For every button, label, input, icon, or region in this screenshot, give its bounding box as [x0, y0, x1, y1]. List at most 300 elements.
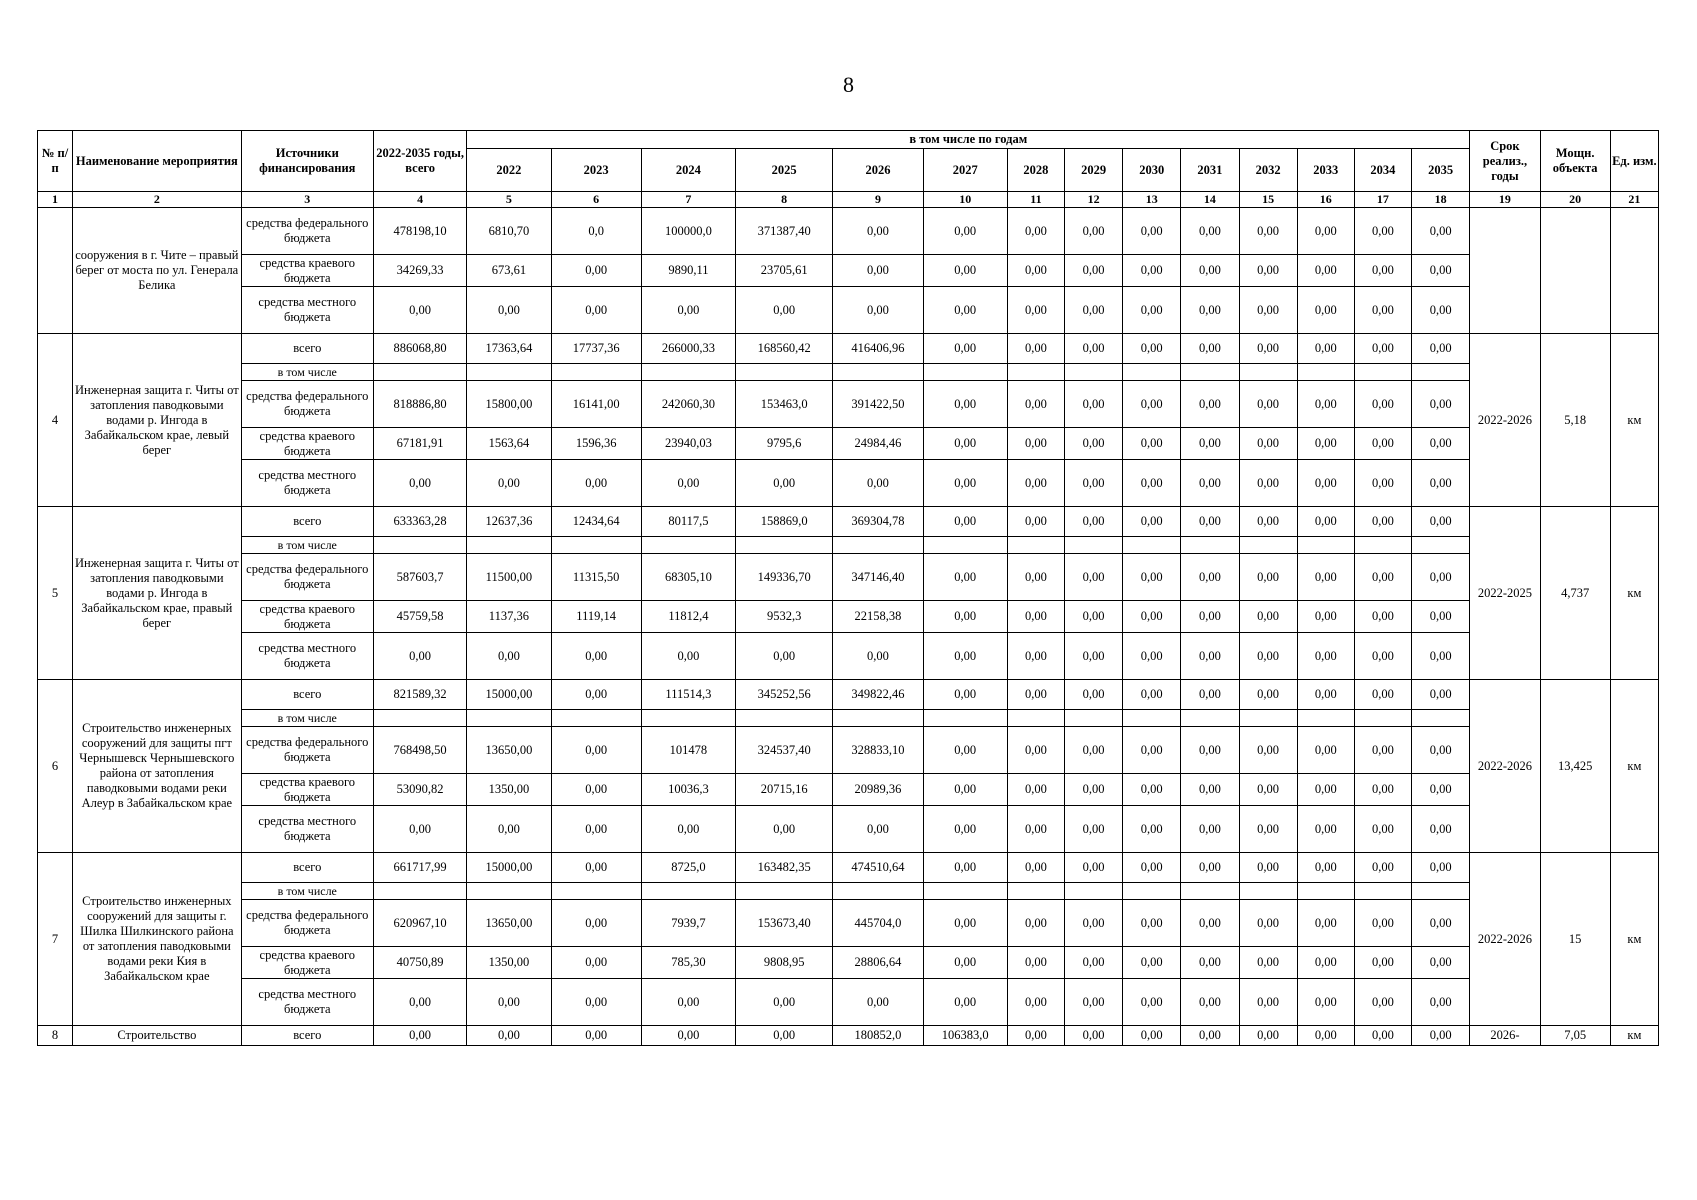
- amount-cell: 0,00: [1007, 680, 1064, 710]
- amount-cell: 768498,50: [373, 727, 466, 774]
- amount-cell: 0,00: [1411, 680, 1469, 710]
- amount-cell: 0,00: [1123, 1026, 1181, 1046]
- amount-cell: 0,00: [1007, 1026, 1064, 1046]
- amount-cell: 1350,00: [467, 774, 551, 806]
- amount-cell: 0,00: [373, 806, 466, 853]
- amount-cell: 0,00: [551, 774, 641, 806]
- amount-cell: [1181, 537, 1239, 554]
- table-row: [38, 255, 1659, 287]
- funding-source: средства местного бюджета: [241, 460, 373, 507]
- amount-cell: [923, 883, 1007, 900]
- amount-cell: 0,00: [1064, 287, 1122, 334]
- amount-cell: 0,00: [1354, 774, 1411, 806]
- amount-cell: 0,00: [1123, 334, 1181, 364]
- amount-cell: [1064, 364, 1122, 381]
- amount-cell: 0,00: [1354, 601, 1411, 633]
- amount-cell: 11315,50: [551, 554, 641, 601]
- amount-cell: 0,00: [1007, 460, 1064, 507]
- header-name: Наименование мероприятия: [73, 131, 242, 192]
- amount-cell: 0,00: [373, 460, 466, 507]
- amount-cell: 0,00: [1007, 900, 1064, 947]
- amount-cell: [467, 883, 551, 900]
- year-header: 2028: [1007, 149, 1064, 192]
- table-row: [38, 381, 1659, 428]
- amount-cell: [923, 364, 1007, 381]
- amount-cell: 0,00: [1239, 853, 1297, 883]
- amount-cell: [373, 710, 466, 727]
- amount-cell: 0,00: [1239, 947, 1297, 979]
- amount-cell: 0,00: [833, 287, 923, 334]
- amount-cell: 0,00: [923, 900, 1007, 947]
- amount-cell: 0,00: [373, 287, 466, 334]
- amount-cell: 0,00: [1297, 900, 1354, 947]
- amount-cell: 0,00: [1354, 979, 1411, 1026]
- amount-cell: 0,00: [1239, 255, 1297, 287]
- amount-cell: 0,00: [1181, 287, 1239, 334]
- column-number: 4: [373, 192, 466, 208]
- amount-cell: 0,00: [551, 680, 641, 710]
- amount-cell: 0,00: [1297, 208, 1354, 255]
- amount-cell: 0,00: [1411, 1026, 1469, 1046]
- amount-cell: 0,00: [1411, 460, 1469, 507]
- amount-cell: [1354, 710, 1411, 727]
- column-number: 8: [736, 192, 833, 208]
- amount-cell: 0,00: [1123, 554, 1181, 601]
- amount-cell: 0,00: [1007, 334, 1064, 364]
- amount-cell: [1297, 537, 1354, 554]
- amount-cell: 0,00: [1181, 1026, 1239, 1046]
- amount-cell: 0,00: [1181, 255, 1239, 287]
- amount-cell: 0,00: [641, 633, 735, 680]
- amount-cell: 0,00: [1239, 208, 1297, 255]
- amount-cell: 0,00: [923, 806, 1007, 853]
- amount-cell: [1064, 883, 1122, 900]
- amount-cell: [1239, 364, 1297, 381]
- amount-cell: 0,00: [1239, 334, 1297, 364]
- amount-cell: 371387,40: [736, 208, 833, 255]
- amount-cell: 0,00: [1064, 554, 1122, 601]
- amount-cell: 0,00: [551, 979, 641, 1026]
- amount-cell: [1411, 710, 1469, 727]
- amount-cell: 0,00: [1354, 381, 1411, 428]
- amount-cell: 0,00: [1354, 428, 1411, 460]
- table-row: [38, 1026, 1659, 1046]
- amount-cell: 0,00: [1181, 460, 1239, 507]
- amount-cell: 0,00: [1181, 633, 1239, 680]
- amount-cell: 158869,0: [736, 507, 833, 537]
- amount-cell: [1007, 537, 1064, 554]
- amount-cell: 0,00: [1181, 979, 1239, 1026]
- amount-cell: 324537,40: [736, 727, 833, 774]
- amount-cell: 0,00: [1007, 633, 1064, 680]
- funding-source: в том числе: [241, 537, 373, 554]
- amount-cell: 0,00: [1297, 727, 1354, 774]
- amount-cell: 0,00: [833, 255, 923, 287]
- amount-cell: 0,00: [467, 806, 551, 853]
- column-number: 10: [923, 192, 1007, 208]
- object-capacity: 15: [1540, 853, 1610, 1026]
- amount-cell: 0,00: [1297, 806, 1354, 853]
- amount-cell: 0,00: [1239, 428, 1297, 460]
- amount-cell: 28806,64: [833, 947, 923, 979]
- amount-cell: 242060,30: [641, 381, 735, 428]
- table-row: [38, 334, 1659, 364]
- unit-of-measure: км: [1610, 1026, 1658, 1046]
- column-number: 17: [1354, 192, 1411, 208]
- amount-cell: [1181, 364, 1239, 381]
- column-number: 16: [1297, 192, 1354, 208]
- amount-cell: 0,00: [1411, 255, 1469, 287]
- amount-cell: 0,00: [1123, 507, 1181, 537]
- column-number: 5: [467, 192, 551, 208]
- amount-cell: 8725,0: [641, 853, 735, 883]
- amount-cell: 0,00: [1354, 853, 1411, 883]
- amount-cell: 0,00: [1064, 853, 1122, 883]
- amount-cell: 24984,46: [833, 428, 923, 460]
- row-number: 7: [38, 853, 73, 1026]
- funding-source: в том числе: [241, 883, 373, 900]
- amount-cell: 0,00: [1239, 774, 1297, 806]
- column-number: 14: [1181, 192, 1239, 208]
- year-header: 2030: [1123, 149, 1181, 192]
- amount-cell: 0,00: [1354, 208, 1411, 255]
- amount-cell: [1354, 364, 1411, 381]
- amount-cell: 0,00: [923, 979, 1007, 1026]
- amount-cell: 0,00: [551, 727, 641, 774]
- year-header: 2032: [1239, 149, 1297, 192]
- amount-cell: [1064, 710, 1122, 727]
- amount-cell: 0,00: [551, 287, 641, 334]
- year-header: 2031: [1181, 149, 1239, 192]
- amount-cell: 0,00: [1123, 428, 1181, 460]
- amount-cell: [1123, 364, 1181, 381]
- amount-cell: 0,00: [736, 979, 833, 1026]
- table-row: [38, 460, 1659, 507]
- amount-cell: 0,00: [1297, 460, 1354, 507]
- amount-cell: [1297, 883, 1354, 900]
- amount-cell: 0,00: [1007, 601, 1064, 633]
- amount-cell: 0,00: [923, 727, 1007, 774]
- amount-cell: 10036,3: [641, 774, 735, 806]
- amount-cell: 0,00: [1411, 601, 1469, 633]
- amount-cell: 0,00: [551, 853, 641, 883]
- amount-cell: 0,00: [1123, 806, 1181, 853]
- funding-source: средства местного бюджета: [241, 287, 373, 334]
- column-number: 2: [73, 192, 242, 208]
- amount-cell: 0,00: [1411, 554, 1469, 601]
- amount-cell: [1297, 364, 1354, 381]
- amount-cell: 0,00: [467, 460, 551, 507]
- amount-cell: 0,00: [1123, 255, 1181, 287]
- amount-cell: 345252,56: [736, 680, 833, 710]
- year-header: 2024: [641, 149, 735, 192]
- amount-cell: 886068,80: [373, 334, 466, 364]
- amount-cell: 16141,00: [551, 381, 641, 428]
- amount-cell: 818886,80: [373, 381, 466, 428]
- header-by-years: в том числе по годам: [467, 131, 1470, 149]
- unit-of-measure: км: [1610, 680, 1658, 853]
- funding-source: всего: [241, 680, 373, 710]
- amount-cell: 0,00: [1123, 853, 1181, 883]
- amount-cell: 0,00: [373, 633, 466, 680]
- amount-cell: [833, 364, 923, 381]
- amount-cell: 0,00: [1064, 947, 1122, 979]
- row-number: 5: [38, 507, 73, 680]
- amount-cell: 0,00: [467, 287, 551, 334]
- amount-cell: 0,00: [923, 255, 1007, 287]
- amount-cell: 0,00: [1354, 900, 1411, 947]
- amount-cell: 0,00: [1123, 680, 1181, 710]
- amount-cell: [1007, 364, 1064, 381]
- amount-cell: 0,00: [833, 460, 923, 507]
- amount-cell: 6810,70: [467, 208, 551, 255]
- table-row: [38, 208, 1659, 255]
- amount-cell: 0,00: [1064, 381, 1122, 428]
- funding-source: в том числе: [241, 710, 373, 727]
- year-header: 2029: [1064, 149, 1122, 192]
- amount-cell: 0,00: [1064, 727, 1122, 774]
- amount-cell: 0,00: [1123, 287, 1181, 334]
- unit-of-measure: км: [1610, 507, 1658, 680]
- amount-cell: [923, 537, 1007, 554]
- amount-cell: 0,00: [551, 806, 641, 853]
- amount-cell: 0,00: [833, 806, 923, 853]
- header-num: № п/ п: [38, 131, 73, 192]
- amount-cell: 266000,33: [641, 334, 735, 364]
- amount-cell: 0,00: [551, 460, 641, 507]
- amount-cell: 180852,0: [833, 1026, 923, 1046]
- amount-cell: 478198,10: [373, 208, 466, 255]
- amount-cell: 0,00: [373, 979, 466, 1026]
- amount-cell: 0,00: [1411, 900, 1469, 947]
- amount-cell: 0,00: [1239, 601, 1297, 633]
- amount-cell: [1354, 883, 1411, 900]
- funding-source: средства краевого бюджета: [241, 255, 373, 287]
- amount-cell: 661717,99: [373, 853, 466, 883]
- amount-cell: [1411, 883, 1469, 900]
- amount-cell: 0,00: [1354, 255, 1411, 287]
- amount-cell: 67181,91: [373, 428, 466, 460]
- amount-cell: 0,00: [1239, 381, 1297, 428]
- table-row: [38, 947, 1659, 979]
- amount-cell: 0,00: [1354, 460, 1411, 507]
- implementation-term: 2022-2026: [1470, 334, 1540, 507]
- object-capacity: 7,05: [1540, 1026, 1610, 1046]
- funding-source: средства краевого бюджета: [241, 428, 373, 460]
- amount-cell: 153463,0: [736, 381, 833, 428]
- amount-cell: 0,00: [1181, 381, 1239, 428]
- amount-cell: 0,00: [1411, 208, 1469, 255]
- table-row: [38, 633, 1659, 680]
- header-term: Срок реализ., годы: [1470, 131, 1540, 192]
- amount-cell: 0,00: [1123, 774, 1181, 806]
- amount-cell: 100000,0: [641, 208, 735, 255]
- amount-cell: 0,00: [923, 680, 1007, 710]
- amount-cell: 0,00: [551, 1026, 641, 1046]
- amount-cell: 0,00: [923, 554, 1007, 601]
- amount-cell: 0,00: [1297, 554, 1354, 601]
- amount-cell: 0,00: [1354, 727, 1411, 774]
- column-number: 11: [1007, 192, 1064, 208]
- amount-cell: 0,00: [923, 601, 1007, 633]
- amount-cell: 0,00: [1239, 727, 1297, 774]
- amount-cell: 0,00: [1297, 853, 1354, 883]
- table-row: [38, 883, 1659, 900]
- funding-source: всего: [241, 1026, 373, 1046]
- year-header: 2027: [923, 149, 1007, 192]
- amount-cell: [1123, 537, 1181, 554]
- amount-cell: [551, 537, 641, 554]
- amount-cell: 0,00: [1354, 507, 1411, 537]
- year-header: 2026: [833, 149, 923, 192]
- amount-cell: 0,00: [1064, 334, 1122, 364]
- amount-cell: [641, 710, 735, 727]
- unit-of-measure: км: [1610, 334, 1658, 507]
- amount-cell: 163482,35: [736, 853, 833, 883]
- amount-cell: 12434,64: [551, 507, 641, 537]
- amount-cell: 0,00: [1123, 460, 1181, 507]
- amount-cell: 0,00: [641, 287, 735, 334]
- implementation-term: 2026-: [1470, 1026, 1540, 1046]
- amount-cell: 0,00: [1064, 680, 1122, 710]
- amount-cell: 347146,40: [833, 554, 923, 601]
- amount-cell: 0,00: [923, 947, 1007, 979]
- amount-cell: 0,00: [923, 287, 1007, 334]
- amount-cell: 0,00: [1123, 601, 1181, 633]
- amount-cell: 0,00: [1297, 1026, 1354, 1046]
- implementation-term: [1470, 208, 1540, 334]
- year-header: 2034: [1354, 149, 1411, 192]
- amount-cell: 13650,00: [467, 900, 551, 947]
- funding-source: всего: [241, 853, 373, 883]
- amount-cell: 0,00: [551, 633, 641, 680]
- amount-cell: 0,00: [1354, 680, 1411, 710]
- amount-cell: 1119,14: [551, 601, 641, 633]
- amount-cell: 9532,3: [736, 601, 833, 633]
- amount-cell: 9890,11: [641, 255, 735, 287]
- column-number: 7: [641, 192, 735, 208]
- unit-of-measure: [1610, 208, 1658, 334]
- amount-cell: 0,00: [923, 381, 1007, 428]
- amount-cell: 15000,00: [467, 680, 551, 710]
- amount-cell: 0,00: [1181, 334, 1239, 364]
- amount-cell: 23940,03: [641, 428, 735, 460]
- amount-cell: 68305,10: [641, 554, 735, 601]
- header-sources: Источники финансирования: [241, 131, 373, 192]
- amount-cell: 0,00: [1411, 774, 1469, 806]
- amount-cell: 0,00: [1007, 554, 1064, 601]
- header-unit: Ед. изм.: [1610, 131, 1658, 192]
- amount-cell: 0,00: [923, 334, 1007, 364]
- funding-source: средства федерального бюджета: [241, 554, 373, 601]
- amount-cell: 106383,0: [923, 1026, 1007, 1046]
- amount-cell: 0,00: [1064, 428, 1122, 460]
- amount-cell: 0,00: [1007, 727, 1064, 774]
- amount-cell: 0,00: [1411, 381, 1469, 428]
- amount-cell: [736, 364, 833, 381]
- amount-cell: 0,00: [1007, 774, 1064, 806]
- amount-cell: 12637,36: [467, 507, 551, 537]
- amount-cell: [373, 537, 466, 554]
- amount-cell: 0,00: [1123, 208, 1181, 255]
- amount-cell: 0,00: [641, 979, 735, 1026]
- amount-cell: 0,00: [1064, 460, 1122, 507]
- amount-cell: 0,00: [1297, 428, 1354, 460]
- amount-cell: 22158,38: [833, 601, 923, 633]
- amount-cell: [1123, 710, 1181, 727]
- object-capacity: [1540, 208, 1610, 334]
- amount-cell: 0,00: [1007, 507, 1064, 537]
- amount-cell: 391422,50: [833, 381, 923, 428]
- amount-cell: 149336,70: [736, 554, 833, 601]
- amount-cell: 0,00: [1123, 381, 1181, 428]
- implementation-term: 2022-2026: [1470, 680, 1540, 853]
- column-number: 3: [241, 192, 373, 208]
- amount-cell: 0,00: [1007, 947, 1064, 979]
- amount-cell: 7939,7: [641, 900, 735, 947]
- amount-cell: 15000,00: [467, 853, 551, 883]
- amount-cell: 0,00: [1064, 900, 1122, 947]
- amount-cell: 369304,78: [833, 507, 923, 537]
- amount-cell: 0,00: [1411, 507, 1469, 537]
- measure-name: Строительство инженерных сооружений для защиты пгт Чернышевск Чернышевского района от затопления паводковыми водами реки Алеур в Забайкальском крае: [73, 680, 242, 853]
- amount-cell: 0,00: [736, 460, 833, 507]
- amount-cell: 0,00: [1123, 900, 1181, 947]
- funding-source: средства федерального бюджета: [241, 727, 373, 774]
- amount-cell: [467, 710, 551, 727]
- amount-cell: 0,00: [641, 806, 735, 853]
- table-row: [38, 806, 1659, 853]
- measure-name: Строительство: [73, 1026, 242, 1046]
- amount-cell: 0,00: [1007, 208, 1064, 255]
- amount-cell: 0,0: [551, 208, 641, 255]
- amount-cell: 0,00: [1297, 287, 1354, 334]
- amount-cell: 1350,00: [467, 947, 551, 979]
- year-header: 2023: [551, 149, 641, 192]
- column-number: 20: [1540, 192, 1610, 208]
- amount-cell: 23705,61: [736, 255, 833, 287]
- table-row: [38, 727, 1659, 774]
- amount-cell: 0,00: [1123, 979, 1181, 1026]
- amount-cell: [1411, 537, 1469, 554]
- measure-name: Инженерная защита г. Читы от затопления паводковыми водами р. Ингода в Забайкальском крае, левый берег: [73, 334, 242, 507]
- amount-cell: 0,00: [1411, 947, 1469, 979]
- amount-cell: 0,00: [1354, 287, 1411, 334]
- amount-cell: [373, 364, 466, 381]
- amount-cell: 0,00: [1064, 601, 1122, 633]
- amount-cell: [736, 710, 833, 727]
- unit-of-measure: км: [1610, 853, 1658, 1026]
- amount-cell: 0,00: [1181, 900, 1239, 947]
- column-number: 15: [1239, 192, 1297, 208]
- table-row: [38, 680, 1659, 710]
- amount-cell: 0,00: [1411, 287, 1469, 334]
- amount-cell: 0,00: [736, 806, 833, 853]
- amount-cell: 1596,36: [551, 428, 641, 460]
- amount-cell: [1239, 883, 1297, 900]
- amount-cell: 0,00: [1411, 979, 1469, 1026]
- amount-cell: 0,00: [1354, 806, 1411, 853]
- funding-source: средства федерального бюджета: [241, 381, 373, 428]
- amount-cell: 0,00: [1297, 255, 1354, 287]
- amount-cell: 0,00: [1297, 334, 1354, 364]
- row-number: [38, 208, 73, 334]
- amount-cell: 153673,40: [736, 900, 833, 947]
- amount-cell: 34269,33: [373, 255, 466, 287]
- amount-cell: 0,00: [1297, 680, 1354, 710]
- funding-source: в том числе: [241, 364, 373, 381]
- amount-cell: [833, 883, 923, 900]
